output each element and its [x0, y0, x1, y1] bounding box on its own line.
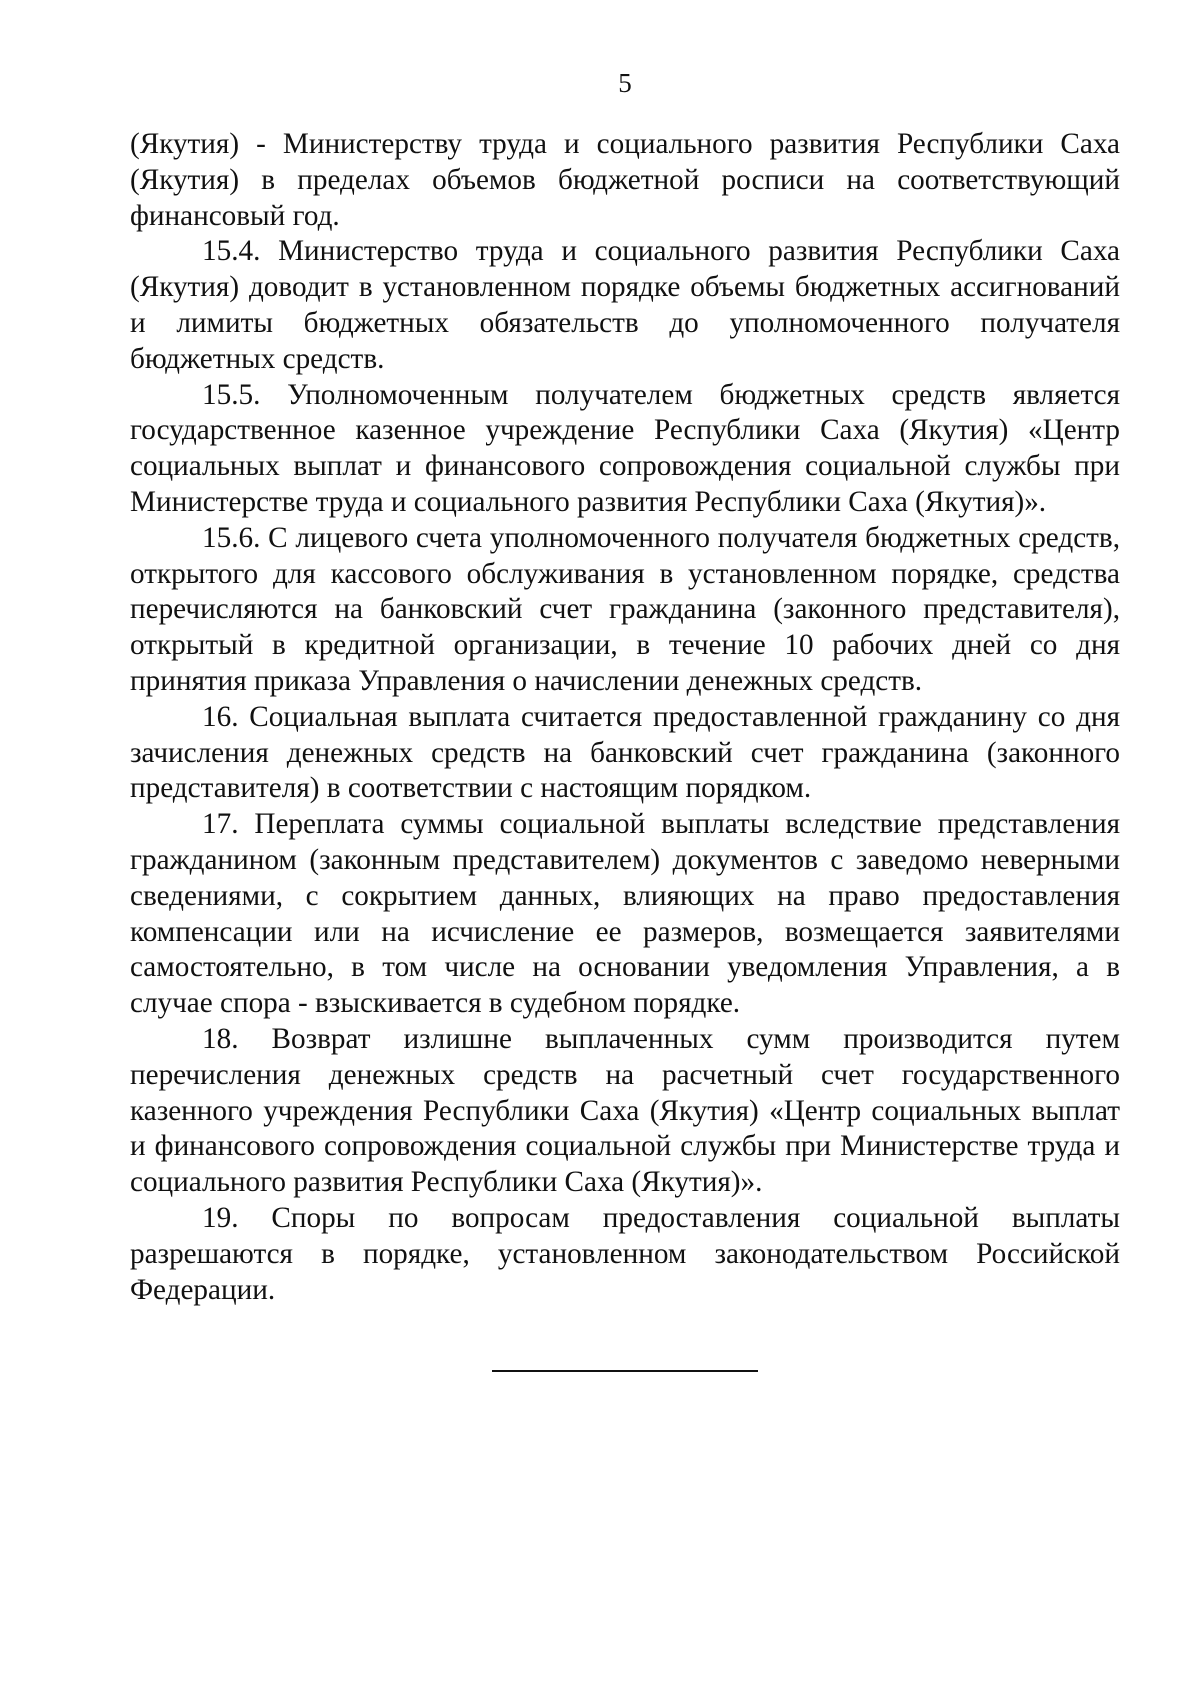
paragraph-17: 17. Переплата суммы социальной выплаты вследствие представления гражданином (законным представителем) документов с заведомо неверными сведениями, с сокрытием данных, влияющих на право предоставления компенсации или на исчисление ее размеров, возмещается заявителями самостоятельно, в том числе на основании уведомления Управления, а в случае спора - взыскивается в судебном порядке. — [130, 808, 1120, 1020]
paragraph-19: 19. Споры по вопросам предоставления социальной выплаты разрешаются в порядке, установленном законодательством Российской Федерации. — [130, 1201, 1120, 1306]
paragraph-15-4: 15.4. Министерство труда и социального развития Республики Саха (Якутия) доводит в установленном порядке объемы бюджетных ассигнований и лимиты бюджетных обязательств до уполномоченного получателя бюджетных средств. — [130, 235, 1120, 375]
end-separator-line — [492, 1370, 758, 1372]
paragraph-18: 18. Возврат излишне выплаченных сумм производится путем перечисления денежных средств на расчетный счет государственного казенного учреждения Республики Саха (Якутия) «Центр социальных выплат и финансового сопровождения социальной службы при Министерстве труда и социального развития Республики Саха (Якутия)». — [130, 1022, 1120, 1199]
page-number: 5 — [618, 68, 632, 98]
paragraph-continuation: (Якутия) - Министерству труда и социального развития Республики Саха (Якутия) в пределах объемов бюджетной росписи на соответствующий финансовый год. — [130, 128, 1120, 232]
paragraph-15-5: 15.5. Уполномоченным получателем бюджетных средств является государственное казенное учреждение Республики Саха (Якутия) «Центр социальных выплат и финансового сопровождения социальной службы при Министерстве труда и социального развития Республики Саха (Якутия)». — [130, 378, 1120, 518]
document-body — [130, 127, 1120, 1308]
paragraph-15-6: 15.6. С лицевого счета уполномоченного получателя бюджетных средств, открытого для кассового обслуживания в установленном порядке, средства перечисляются на банковский счет гражданина (законного представителя), открытый в кредитной организации, в течение 10 рабочих дней со дня принятия приказа Управления о начислении денежных средств. — [130, 521, 1120, 697]
paragraph-16: 16. Социальная выплата считается предоставленной гражданину со дня зачисления денежных средств на банковский счет гражданина (законного представителя) в соответствии с настоящим порядком. — [130, 700, 1120, 805]
